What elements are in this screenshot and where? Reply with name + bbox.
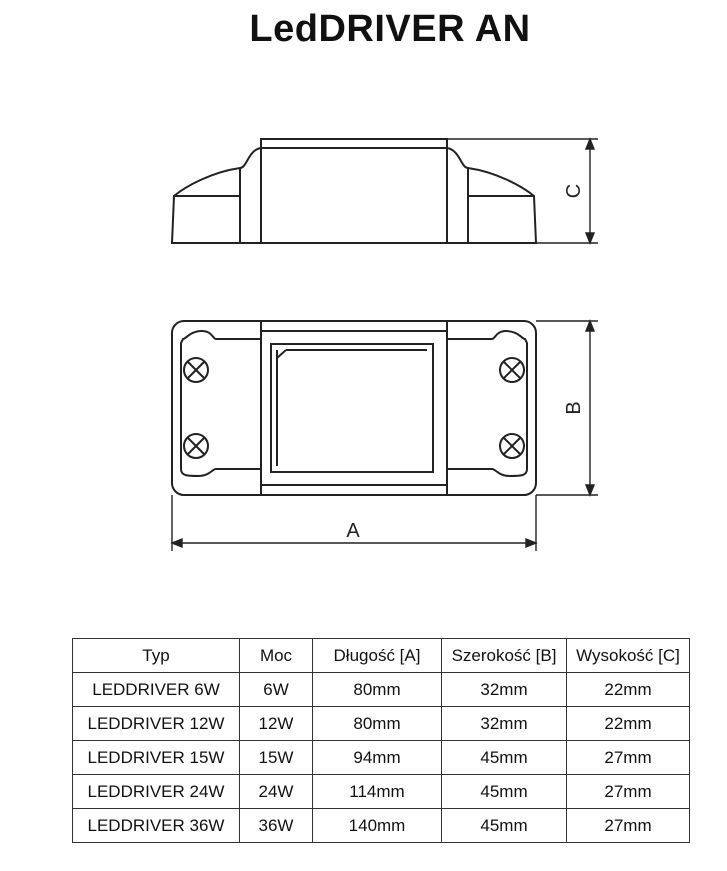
screw-terminal-1-icon	[184, 358, 208, 382]
dimension-b-arrow-top	[586, 321, 594, 331]
dimension-c-arrow-top	[586, 139, 594, 149]
table-row	[73, 707, 690, 741]
cell-szerokosc: 45mm	[442, 741, 567, 775]
cell-dlugosc: 94mm	[313, 741, 442, 775]
dimension-a-arrow-right	[526, 539, 536, 547]
header-wysokosc: Wysokość [C]	[567, 639, 690, 673]
dimension-b-label: B	[563, 401, 585, 415]
dimension-b-arrow-bottom	[586, 485, 594, 495]
header-typ: Typ	[73, 639, 240, 673]
spec-table	[72, 638, 690, 843]
table-header-row	[73, 639, 690, 673]
page-title: LedDRIVER AN	[249, 8, 531, 50]
cell-typ: LEDDRIVER 36W	[73, 809, 240, 843]
cell-szerokosc: 45mm	[442, 809, 567, 843]
cell-typ: LEDDRIVER 15W	[73, 741, 240, 775]
label-window-corner	[277, 350, 286, 358]
dimension-c-label: C	[563, 183, 585, 199]
left-terminal-block	[181, 331, 261, 476]
cell-moc: 6W	[240, 673, 313, 707]
table-row	[73, 741, 690, 775]
dimension-a-arrow-left	[172, 539, 182, 547]
cell-dlugosc: 80mm	[313, 707, 442, 741]
side-view	[172, 139, 536, 243]
cell-typ: LEDDRIVER 12W	[73, 707, 240, 741]
header-szerokosc: Szerokość [B]	[442, 639, 567, 673]
header-moc: Moc	[240, 639, 313, 673]
cell-dlugosc: 140mm	[313, 809, 442, 843]
cell-wysokosc: 22mm	[567, 707, 690, 741]
header-dlugosc: Długość [A]	[313, 639, 442, 673]
side-view-housing	[261, 139, 447, 243]
top-view-housing	[261, 321, 447, 495]
label-window	[271, 344, 433, 472]
table-row	[73, 809, 690, 843]
cell-moc: 15W	[240, 741, 313, 775]
table-row	[73, 673, 690, 707]
cell-dlugosc: 114mm	[313, 775, 442, 809]
dimension-c-arrow-bottom	[586, 233, 594, 243]
table-row	[73, 775, 690, 809]
cell-moc: 36W	[240, 809, 313, 843]
cell-wysokosc: 22mm	[567, 673, 690, 707]
cell-szerokosc: 45mm	[442, 775, 567, 809]
cell-szerokosc: 32mm	[442, 707, 567, 741]
cell-wysokosc: 27mm	[567, 741, 690, 775]
dimension-a-label: A	[346, 520, 360, 542]
cell-moc: 12W	[240, 707, 313, 741]
cell-wysokosc: 27mm	[567, 809, 690, 843]
cell-szerokosc: 32mm	[442, 673, 567, 707]
cell-moc: 24W	[240, 775, 313, 809]
cell-typ: LEDDRIVER 6W	[73, 673, 240, 707]
top-view	[172, 321, 536, 495]
screw-terminal-4-icon	[500, 434, 524, 458]
screw-terminal-3-icon	[500, 358, 524, 382]
right-terminal-block	[447, 331, 527, 476]
cell-typ: LEDDRIVER 24W	[73, 775, 240, 809]
screw-terminal-2-icon	[184, 434, 208, 458]
cell-dlugosc: 80mm	[313, 673, 442, 707]
cell-wysokosc: 27mm	[567, 775, 690, 809]
